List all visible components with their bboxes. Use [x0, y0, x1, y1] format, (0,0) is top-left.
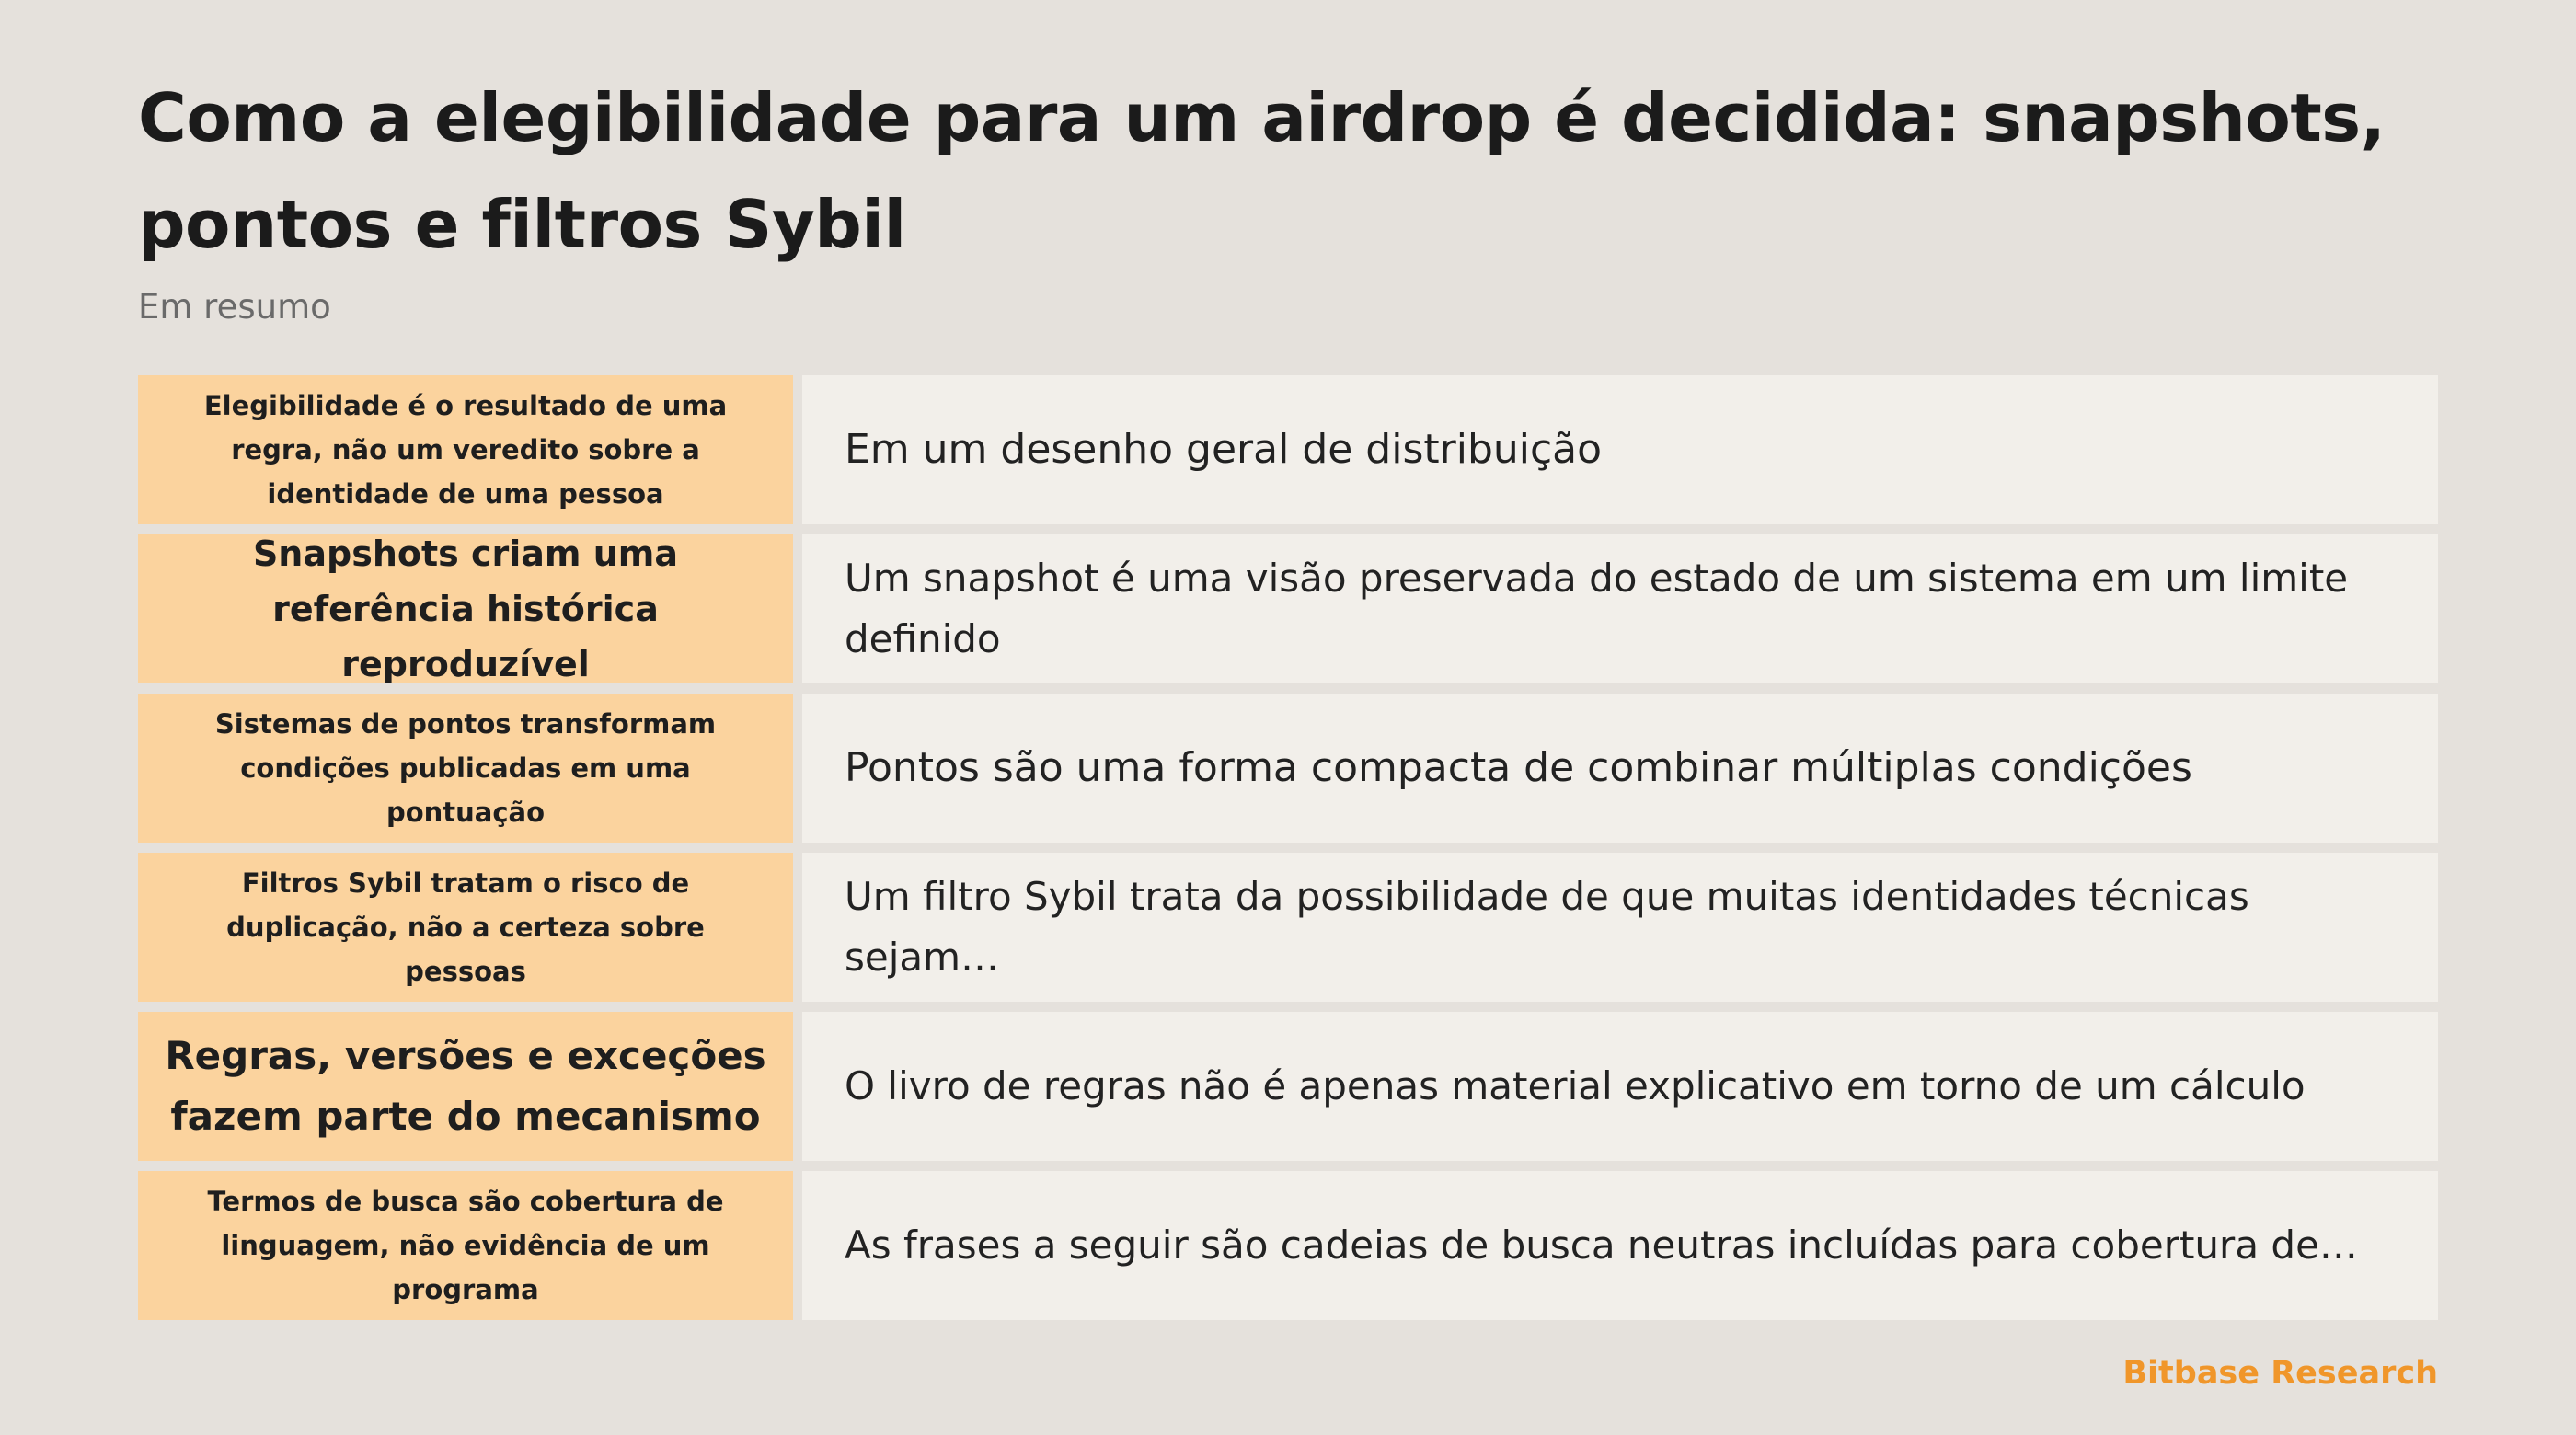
cell-divider — [793, 694, 802, 843]
row-heading: Snapshots criam uma referência histórica reproduzível — [138, 534, 793, 683]
cell-divider — [793, 853, 802, 1002]
table-row — [138, 853, 2438, 1002]
row-text: As frases a seguir são cadeias de busca neutras incluídas para cobertura de… — [802, 1171, 2438, 1320]
cell-divider — [793, 1012, 802, 1161]
row-text: Um filtro Sybil trata da possibilidade de que muitas identidades técnicas sejam… — [802, 853, 2438, 1002]
cell-divider — [793, 534, 802, 683]
row-heading: Termos de busca são cobertura de linguagem, não evidência de um programa — [138, 1171, 793, 1320]
summary-slide — [138, 64, 2438, 1305]
row-text: O livro de regras não é apenas material explicativo em torno de um cálculo — [802, 1012, 2438, 1161]
page-subtitle: Em resumo — [138, 287, 331, 327]
footer-brand: Bitbase Research — [2122, 1355, 2438, 1392]
row-heading: Regras, versões e exceções fazem parte do mecanismo — [138, 1012, 793, 1161]
row-heading: Filtros Sybil tratam o risco de duplicação, não a certeza sobre pessoas — [138, 853, 793, 1002]
table-row — [138, 694, 2438, 843]
row-heading: Elegibilidade é o resultado de uma regra, não um veredito sobre a identidade de uma pessoa — [138, 375, 793, 524]
row-heading: Sistemas de pontos transformam condições publicadas em uma pontuação — [138, 694, 793, 843]
row-text: Pontos são uma forma compacta de combinar múltiplas condições — [802, 694, 2438, 843]
page-title: Como a elegibilidade para um airdrop é decidida: snapshots, pontos e filtros Sybil — [138, 79, 2386, 263]
row-text: Um snapshot é uma visão preservada do estado de um sistema em um limite definido — [802, 534, 2438, 683]
table-row — [138, 1171, 2438, 1320]
cell-divider — [793, 1171, 802, 1320]
table-row — [138, 534, 2438, 683]
cell-divider — [793, 375, 802, 524]
table-row — [138, 1012, 2438, 1161]
row-text: Em um desenho geral de distribuição — [802, 375, 2438, 524]
table-row — [138, 375, 2438, 524]
summary-table — [138, 375, 2438, 1330]
